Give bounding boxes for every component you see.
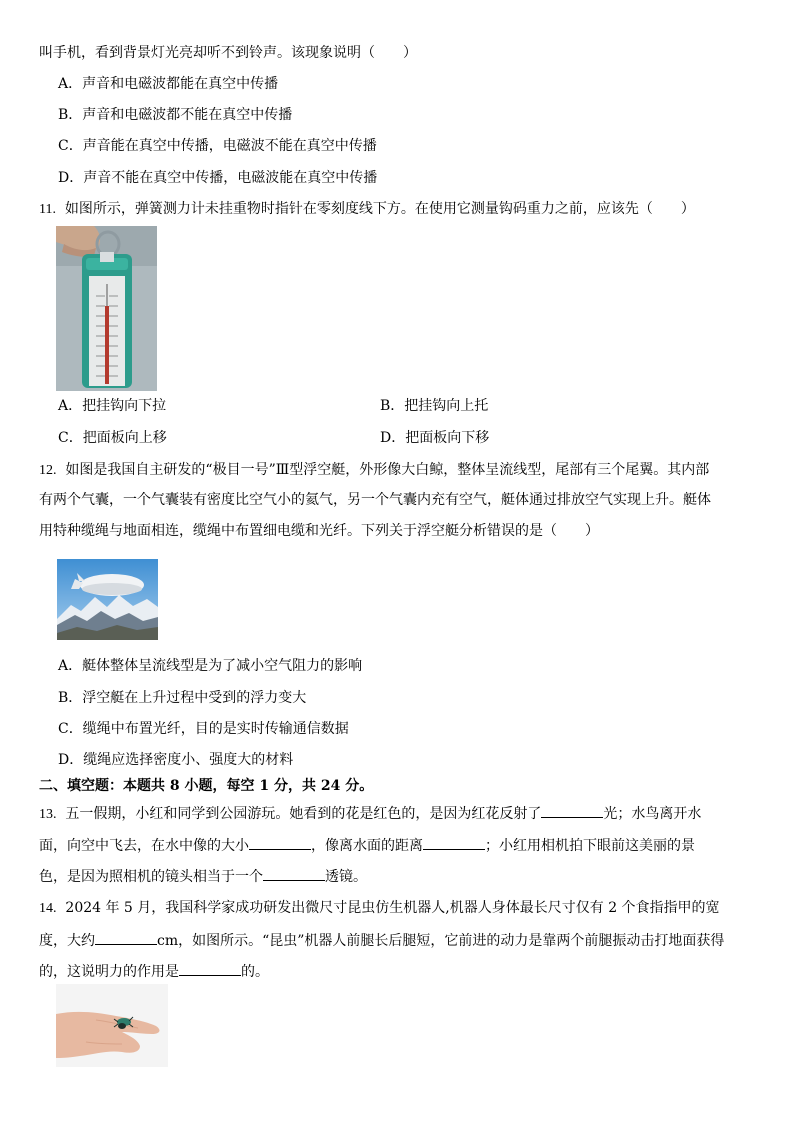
q13-text-2b: ，像离水面的距离	[311, 838, 423, 854]
q11-option-c: C．把面板向上移	[58, 430, 167, 446]
q12-stem-line1	[39, 460, 709, 481]
q10-option-c: C．声音能在真空中传播，电磁波不能在真空中传播	[58, 138, 377, 154]
q14-blank-2[interactable]	[179, 960, 241, 976]
q11-stem-text: 如图所示，弹簧测力计未挂重物时指针在零刻度线下方。在使用它测量钩码重力之前，应该先（ ）	[64, 201, 695, 217]
spring-scale-photo	[56, 226, 157, 391]
q13-text-1a: 五一假期，小红和同学到公园游玩。她看到的花是红色的，是因为红花反射了	[65, 806, 542, 822]
q13-text-3b: 透镜。	[325, 869, 367, 885]
q13-blank-1[interactable]	[541, 802, 603, 818]
q12-option-a: A．艇体整体呈流线型是为了减小空气阻力的影响	[58, 658, 363, 674]
q14-line1	[39, 898, 720, 919]
q11-option-b: B．把挂钩向上托	[380, 398, 489, 414]
q13-line1	[39, 802, 701, 825]
section-heading: 二、填空题：本题共 8 小题，每空 1 分，共 24 分。	[39, 778, 374, 794]
q14-text-2a: 度，大约	[39, 933, 95, 949]
q11-stem	[39, 199, 695, 220]
q12-stem-line3: 用特种缆绳与地面相连，缆绳中布置细电缆和光纤。下列关于浮空艇分析错误的是（ ）	[39, 523, 599, 539]
q13-text-3a: 色，是因为照相机的镜头相当于一个	[39, 869, 263, 885]
airship-photo	[57, 559, 158, 640]
q10-stem-tail: 叫手机，看到背景灯光亮却听不到铃声。该现象说明（ ）	[39, 45, 417, 61]
robot-hand-illustration	[56, 984, 168, 1067]
q11-option-d: D．把面板向下移	[380, 430, 490, 446]
q14-text-3b: 的。	[241, 964, 269, 980]
q12-stem-line2: 有两个气囊，一个气囊装有密度比空气小的氦气，另一个气囊内充有空气，艇体通过排放空气实现上升。艇体	[39, 492, 711, 508]
q13-blank-2[interactable]	[249, 834, 311, 850]
q14-line3	[39, 960, 269, 982]
airship-illustration	[57, 559, 158, 640]
q10-option-a: A．声音和电磁波都能在真空中传播	[58, 76, 279, 92]
q13-blank-4[interactable]	[263, 865, 325, 881]
q13-text-1b: 光；水鸟离开水	[603, 806, 702, 822]
q12-option-c: C．缆绳中布置光纤，目的是实时传输通信数据	[58, 721, 349, 737]
q14-text-2b: cm，如图所示。“昆虫”机器人前腿长后腿短，它前进的动力是靠两个前腿振动击打地面获得	[157, 933, 725, 949]
q14-text-1: 2024 年 5 月，我国科学家成功研发出微尺寸昆虫仿生机器人,机器人身体最长尺寸仅有 2 个食指指甲的宽	[65, 900, 720, 916]
q13-line3	[39, 865, 367, 887]
q13-number: 13.	[39, 807, 57, 822]
q10-option-b: B．声音和电磁波都不能在真空中传播	[58, 107, 293, 123]
q12-stem-text-1: 如图是我国自主研发的“极目一号”Ⅲ型浮空艇，外形像大白鲸，整体呈流线型，尾部有三个尾翼。其内部	[65, 462, 710, 478]
q13-line2	[39, 834, 695, 856]
q12-option-d: D．缆绳应选择密度小、强度大的材料	[58, 752, 294, 768]
q13-text-2a: 面，向空中飞去，在水中像的大小	[39, 838, 249, 854]
q12-number: 12.	[39, 463, 57, 478]
q14-blank-1[interactable]	[95, 929, 157, 945]
q11-option-a: A．把挂钩向下拉	[58, 398, 167, 414]
q12-option-b: B．浮空艇在上升过程中受到的浮力变大	[58, 690, 307, 706]
q14-text-3a: 的，这说明力的作用是	[39, 964, 179, 980]
spring-scale-illustration	[56, 226, 157, 391]
q14-line2	[39, 929, 724, 951]
q11-number: 11.	[39, 202, 56, 217]
q13-blank-3[interactable]	[423, 834, 485, 850]
robot-on-hand-photo	[56, 984, 168, 1067]
q13-text-2c: ；小红用相机拍下眼前这美丽的景	[485, 838, 695, 854]
q14-number: 14.	[39, 901, 57, 916]
q10-option-d: D．声音不能在真空中传播，电磁波能在真空中传播	[58, 170, 378, 186]
